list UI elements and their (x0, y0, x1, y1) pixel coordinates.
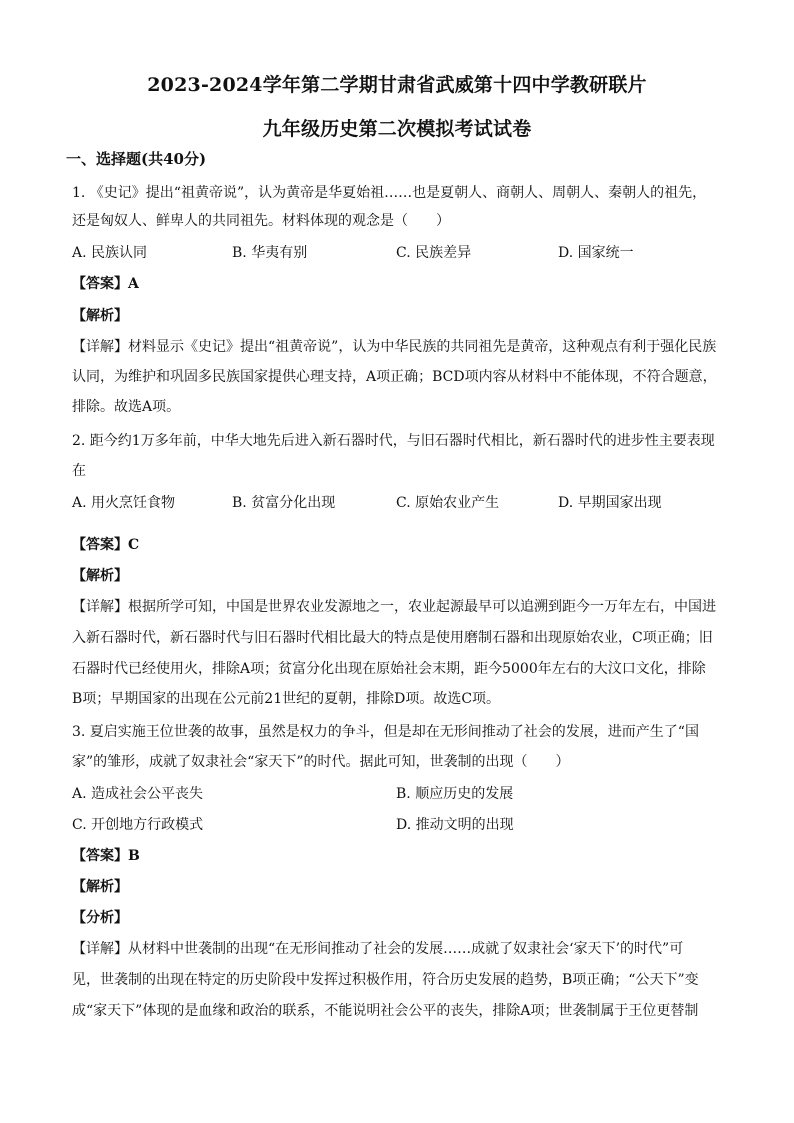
q1-option-c: C. 民族差异 (396, 245, 472, 261)
q2-analysis-label: 【解析】 (72, 568, 128, 584)
q2-stem-line2: 在 (72, 463, 86, 479)
q3-option-d: D. 推动文明的出现 (396, 817, 514, 833)
q3-detail-line1: 【详解】从材料中世袭制的出现“在无形间推动了社会的发展……成就了奴隶社会‘家天下’的时代”可 (72, 941, 684, 957)
q1-stem-line1: 1. 《史记》提出“祖黄帝说”，认为黄帝是华夏始祖……也是夏朝人、商朝人、周朝人、秦朝人的祖先， (72, 185, 707, 201)
q2-detail-line2: 入新石器时代，新石器时代与旧石器时代相比最大的特点是使用磨制石器和出现原始农业，C项正确；旧 (72, 630, 713, 646)
q1-detail-line3: 排除。故选A项。 (72, 399, 181, 415)
q2-option-c: C. 原始农业产生 (396, 495, 500, 511)
q1-option-a: A. 民族认同 (72, 245, 148, 261)
q3-detail-line3: 成“家天下”体现的是血缘和政治的联系，不能说明社会公平的丧失，排除A项；世袭制属于王位更替制 (72, 1003, 699, 1019)
exam-title-line1: 2023-2024学年第二学期甘肃省武威第十四中学教研联片 (147, 74, 647, 96)
q2-detail-line3: 石器时代已经使用火，排除A项；贫富分化出现在原始社会末期，距今5000年左右的大汶口文化，排除 (72, 661, 706, 677)
q1-option-d: D. 国家统一 (558, 245, 634, 261)
exam-title-line2: 九年级历史第二次模拟考试试卷 (262, 118, 532, 140)
q3-analysis-label: 【解析】 (72, 879, 128, 895)
q3-fenxi-label: 【分析】 (72, 910, 128, 926)
q2-detail-line4: B项；早期国家的出现在公元前21世纪的夏朝，排除D项。故选C项。 (72, 691, 501, 707)
q1-analysis-label: 【解析】 (72, 308, 128, 324)
q2-option-a: A. 用火烹饪食物 (72, 495, 176, 511)
q2-answer: 【答案】C (72, 537, 140, 553)
q2-detail-line1: 【详解】根据所学可知，中国是世界农业发源地之一，农业起源最早可以追溯到距今一万年左右，中国进 (72, 599, 716, 615)
q3-stem-line2: 家”的雏形，成就了奴隶社会“家天下”的时代。据此可知，世袭制的出现（ ） (72, 754, 570, 770)
q3-option-a: A. 造成社会公平丧失 (72, 786, 204, 802)
q3-option-b: B. 顺应历史的发展 (396, 786, 514, 802)
q3-option-c: C. 开创地方行政模式 (72, 817, 204, 833)
q2-option-b: B. 贫富分化出现 (232, 495, 336, 511)
q1-answer: 【答案】A (72, 276, 139, 292)
q1-detail-line1: 【详解】材料显示《史记》提出“祖黄帝说”，认为中华民族的共同祖先是黄帝，这种观点有利于强化民族 (72, 339, 717, 355)
q2-option-d: D. 早期国家出现 (558, 495, 662, 511)
section-heading: 一、选择题(共40分) (66, 150, 207, 168)
q3-answer: 【答案】B (72, 848, 140, 864)
q1-option-b: B. 华夷有别 (232, 245, 308, 261)
q3-stem-line1: 3. 夏启实施王位世袭的故事，虽然是权力的争斗，但是却在无形间推动了社会的发展，进而产生了“国 (72, 724, 699, 740)
q3-detail-line2: 见，世袭制的出现在特定的历史阶段中发挥过积极作用，符合历史发展的趋势，B项正确；“公天下”变 (72, 972, 699, 988)
q2-stem-line1: 2. 距今约1万多年前，中华大地先后进入新石器时代，与旧石器时代相比，新石器时代的进步性主要表现 (72, 433, 715, 449)
q1-detail-line2: 认同，为维护和巩固多民族国家提供心理支持，A项正确；BCD项内容从材料中不能体现，不符合题意， (72, 369, 717, 385)
q1-stem-line2: 还是匈奴人、鲜卑人的共同祖先。材料体现的观念是（ ） (72, 213, 450, 229)
